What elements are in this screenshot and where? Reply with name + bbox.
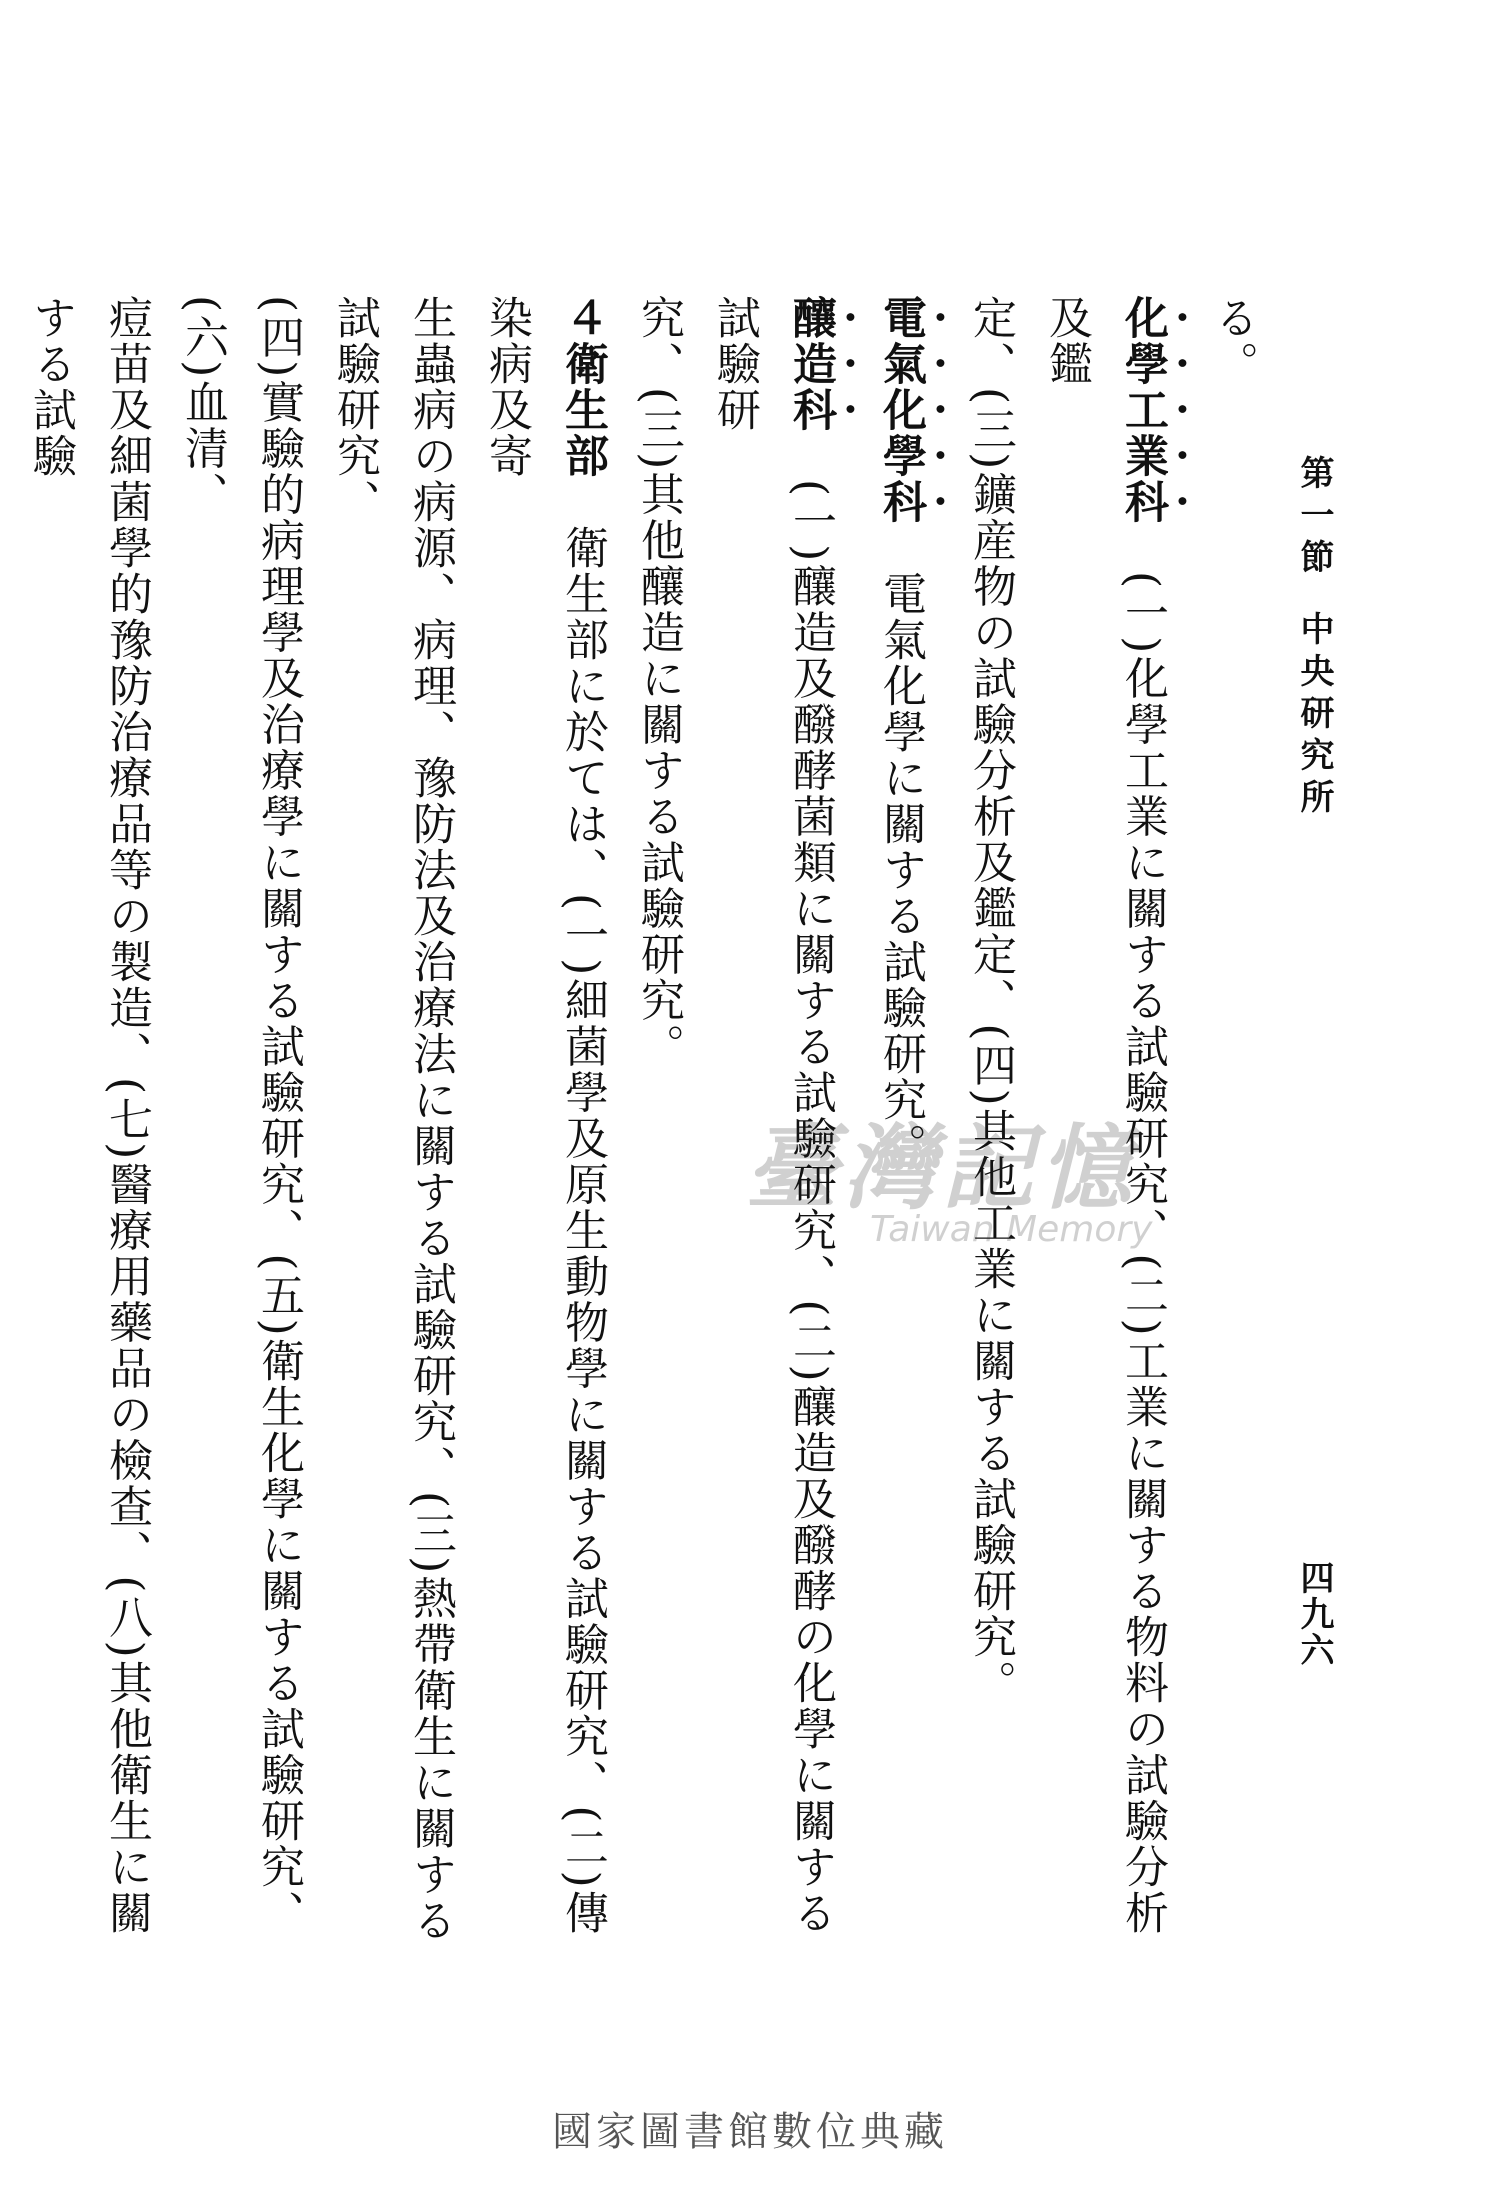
page-number: 四九六: [1294, 1560, 1334, 1668]
section-heading: 釀造科: [785, 295, 836, 433]
text-column: [316, 295, 468, 1975]
section-heading: 電氣化學科: [875, 295, 926, 525]
text-run: 生蟲病の病源、病理、豫防法及治療法に關する試驗研究、(三)熱帶衛生に關する試驗研究、: [329, 295, 456, 1944]
text-column: [0, 295, 12, 1975]
text-run: 電氣化學に關する試驗研究。: [875, 525, 926, 1169]
footer-credit: 國家圖書館數位典藏: [552, 2109, 948, 2155]
text-run: 究、(三)其他釀造に關する試驗研究。: [633, 295, 684, 1070]
section-heading: ４衛生部: [557, 295, 608, 479]
text-run: (一)化學工業に關する試驗研究、(二)工業に關する物料の試驗分析及鑑: [1041, 295, 1168, 1936]
text-column: [468, 295, 620, 1975]
section-heading: 化學工業科: [1117, 295, 1168, 525]
section-label: 第一節: [1294, 455, 1334, 581]
text-run: る。: [1207, 295, 1258, 387]
text-run: 衛生部に於ては、(一)細菌學及原生動物學に關する試驗研究、(二)傳染病及寄: [481, 295, 608, 1936]
watermark: [730, 1095, 1152, 1250]
text-run: (四)實驗的病理學及治療學に關する試驗研究、(五)衛生化學に關する試驗研究、(六)血清、: [177, 295, 304, 1936]
text-column: [164, 295, 316, 1975]
text-column: [12, 295, 164, 1975]
text-run: 痘苗及細菌學的豫防治療品等の製造、(七)醫療用藥品の檢查、(八)其他衛生に關する試驗: [25, 295, 152, 1936]
watermark-english: Taiwan Memory: [870, 1209, 1153, 1250]
running-header: [1290, 455, 1339, 821]
watermark-chinese: 臺灣記憶: [745, 1115, 1138, 1222]
text-run: (一)釀造及醱酵菌類に關する試驗研究、(二)釀造及醱酵の化學に關する試驗研: [709, 295, 836, 1936]
text-run: 定、(三)鑛産物の試驗分析及鑑定、(四)其他工業に關する試驗研究。: [965, 295, 1016, 1706]
section-title: 中央研究所: [1294, 611, 1334, 821]
text-column: [620, 295, 696, 1975]
text-column: [1194, 295, 1270, 1975]
